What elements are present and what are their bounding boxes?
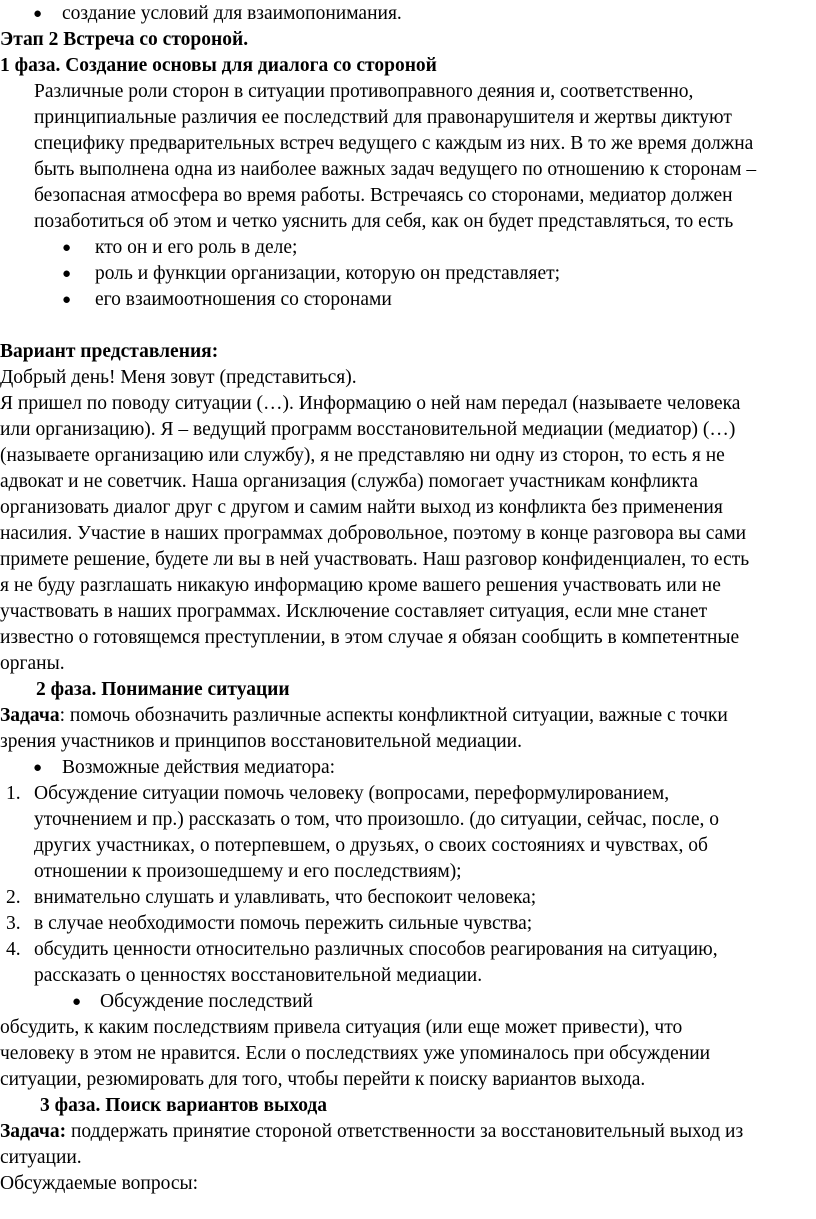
text-line: безопасная атмосфера во время работы. Встречаясь со сторонами, медиатор должен xyxy=(34,185,733,206)
list-number: 3. xyxy=(6,913,21,934)
text-line: обсудить, к каким последствиям привела ситуация (или еще может привести), что xyxy=(0,1017,683,1038)
list-number: 1. xyxy=(6,783,21,804)
text-line: (называете организацию или службу), я не представляю ни одну из сторон, то есть я не xyxy=(0,445,725,466)
phase-heading: 2 фаза. Понимание ситуации xyxy=(36,679,290,700)
list-item: Обсуждение последствий xyxy=(100,991,313,1012)
text-line: или организацию). Я – ведущий программ восстановительной медиации (медиатор) (…) xyxy=(0,419,736,440)
bullet-icon: ● xyxy=(72,994,82,1010)
text-line: насилия. Участие в наших программах добровольное, поэтому в конце разговора вы сами xyxy=(0,523,747,544)
text-line: зрения участников и принципов восстановительной медиации. xyxy=(0,731,522,752)
task-text: : помочь обозначить различные аспекты конфликтной ситуации, важные с точки xyxy=(59,705,728,726)
bullet-icon: ● xyxy=(62,292,72,308)
task-label: Задача xyxy=(0,705,60,726)
task-line xyxy=(0,704,728,728)
text-line: я не буду разглашать никакую информацию кроме вашего решения участвовать или не xyxy=(0,575,721,596)
bullet-icon: ● xyxy=(62,240,72,256)
task-label: Задача: xyxy=(0,1121,67,1142)
text-line: Добрый день! Меня зовут (представиться). xyxy=(0,367,357,388)
text-line: участвовать в наших программах. Исключение составляет ситуация, если мне станет xyxy=(0,601,708,622)
phase-heading: 3 фаза. Поиск вариантов выхода xyxy=(40,1095,328,1116)
text-line: других участниках, о потерпевшем, о друзьях, о своих состояниях и чувствах, об xyxy=(34,835,708,856)
text-line: Различные роли сторон в ситуации противоправного деяния и, соответственно, xyxy=(34,81,694,102)
text-line: быть выполнена одна из наиболее важных задач ведущего по отношению к сторонам – xyxy=(34,159,757,180)
numbered-item: обсудить ценности относительно различных способов реагирования на ситуацию, xyxy=(34,939,718,960)
text-line: рассказать о ценностях восстановительной медиации. xyxy=(34,965,483,986)
phase-heading: 1 фаза. Создание основы для диалога со стороной xyxy=(0,55,437,76)
text-line: принципиальные различия ее последствий для правонарушителя и жертвы диктуют xyxy=(34,107,732,128)
numbered-item: Обсуждение ситуации помочь человеку (вопросами, переформулированием, xyxy=(34,783,670,804)
text-line: уточнением и пр.) рассказать о том, что произошло. (до ситуации, сейчас, после, о xyxy=(34,809,720,830)
list-number: 4. xyxy=(6,939,21,960)
text-line: специфику предварительных встреч ведущего с каждым из них. В то же время должна xyxy=(34,133,754,154)
text-line: Я пришел по поводу ситуации (…). Информацию о ней нам передал (называете человека xyxy=(0,393,741,414)
section-heading: Вариант представления: xyxy=(0,341,219,362)
list-item: Возможные действия медиатора: xyxy=(62,757,336,778)
text-line: позаботиться об этом и четко уяснить для себя, как он будет представляться, то есть xyxy=(34,211,734,232)
text-line: человеку в этом не нравится. Если о последствиях уже упоминалось при обсуждении xyxy=(0,1043,711,1064)
text-line: ситуации. xyxy=(0,1147,82,1168)
text-line: ситуации, резюмировать для того, чтобы перейти к поиску вариантов выхода. xyxy=(0,1069,646,1090)
numbered-item: внимательно слушать и улавливать, что беспокоит человека; xyxy=(34,887,537,908)
text-line: отношении к произошедшему и его последствиям); xyxy=(34,861,462,882)
stage-heading: Этап 2 Встреча со стороной. xyxy=(0,29,249,50)
text-line: органы. xyxy=(0,653,65,674)
bullet-icon: ● xyxy=(33,6,43,22)
text-line: создание условий для взаимопонимания. xyxy=(62,3,402,24)
numbered-item: в случае необходимости помочь пережить сильные чувства; xyxy=(34,913,533,934)
text-line: примете решение, будете ли вы в ней участвовать. Наш разговор конфиденциален, то есть xyxy=(0,549,750,570)
text-line: адвокат и не советчик. Наша организация (служба) помогает участникам конфликта xyxy=(0,471,698,492)
text-line: Обсуждаемые вопросы: xyxy=(0,1173,198,1194)
list-number: 2. xyxy=(6,887,21,908)
text-line: организовать диалог друг с другом и самим найти выход из конфликта без применения xyxy=(0,497,723,518)
text-line: известно о готовящемся преступлении, в этом случае я обязан сообщить в компетентные xyxy=(0,627,740,648)
list-item: его взаимоотношения со сторонами xyxy=(95,289,392,310)
task-text: поддержать принятие стороной ответственности за восстановительный выход из xyxy=(66,1121,744,1142)
list-item: роль и функции организации, которую он представляет; xyxy=(95,263,561,284)
bullet-icon: ● xyxy=(62,266,72,282)
task-line xyxy=(0,1120,743,1144)
list-item: кто он и его роль в деле; xyxy=(95,237,298,258)
bullet-icon: ● xyxy=(33,760,43,776)
